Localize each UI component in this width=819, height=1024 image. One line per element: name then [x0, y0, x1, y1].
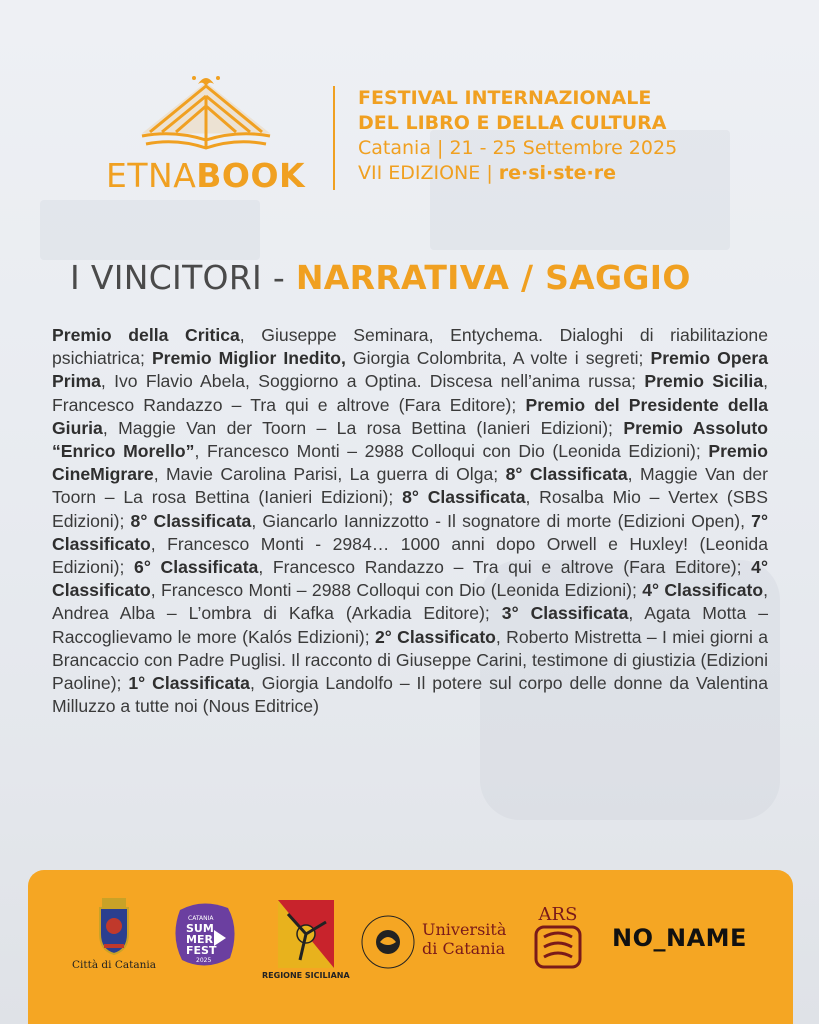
- page-title-category: NARRATIVA / SAGGIO: [295, 258, 691, 297]
- summerfest-line1: CATANIA: [188, 915, 214, 922]
- sponsor-ars: [534, 904, 582, 969]
- festival-edition: [358, 161, 677, 186]
- sponsor-unict: [360, 914, 510, 974]
- award-winner: , Andrea Alba – L’ombra di Kafka (Arkadia Editore);: [52, 580, 769, 624]
- award-winner: , Giorgia Landolfo – Il potere sul corpo delle donne da Valentina Milluzzo a tutte noi (Nous Editrice): [52, 673, 768, 717]
- ars-label: ARS: [538, 904, 578, 925]
- award-winner: Giorgia Colombrita, A volte i segreti;: [345, 348, 651, 369]
- award-name: 7° Classificato: [52, 510, 768, 554]
- award-winner: , Maggie Van der Toorn – La rosa Bettina (Ianieri Edizioni);: [52, 464, 768, 508]
- sponsor-label-catania: Città di Catania: [72, 959, 156, 971]
- award-winner: , Mavie Carolina Parisi, La guerra di Olga;: [153, 464, 506, 485]
- award-winner: , Francesco Monti – 2988 Colloqui con Dio (Leonida Edizioni);: [150, 580, 643, 601]
- award-name: Premio CineMigrare: [52, 441, 768, 485]
- award-name: Premio Sicilia: [644, 371, 764, 392]
- festival-title-line1: FESTIVAL INTERNAZIONALE: [358, 87, 652, 109]
- award-winner: , Agata Motta – Raccoglievamo le more (Kalós Edizioni);: [52, 603, 768, 647]
- award-name: 4° Classificato: [52, 557, 768, 601]
- award-name: 1° Classificata: [128, 673, 250, 694]
- catania-coat-of-arms-icon: [94, 896, 134, 956]
- award-name: 8° Classificata: [505, 464, 628, 485]
- summerfest-line3: MER: [186, 933, 213, 946]
- summerfest-line5: 2025: [196, 957, 212, 964]
- sponsor-footer: [28, 870, 793, 1024]
- header: [0, 0, 819, 220]
- logo-wordmark: [106, 156, 305, 195]
- volcano-book-icon: [136, 74, 276, 154]
- award-winner: , Giuseppe Seminara, Entychema. Dialoghi di riabilitazione psichiatrica;: [52, 325, 768, 369]
- unict-seal-icon: [360, 914, 416, 970]
- award-winner: , Francesco Monti – 2988 Colloqui con Dio (Leonida Edizioni);: [194, 441, 709, 462]
- edition-motto: re·si·ste·re: [498, 162, 617, 184]
- summerfest-line2: SUM: [186, 922, 214, 935]
- award-winner: , Francesco Randazzo – Tra qui e altrove (Fara Editore);: [258, 557, 752, 578]
- award-winner: , Ivo Flavio Abela, Soggiorno a Optina. Discesa nell’anima russa;: [100, 371, 645, 392]
- award-winner: , Rosalba Mio – Vertex (SBS Edizioni);: [52, 487, 768, 531]
- festival-date: Catania | 21 - 25 Settembre 2025: [358, 137, 678, 159]
- award-name: Premio Miglior Inedito,: [151, 348, 346, 369]
- award-name: Premio del Presidente della Giuria: [52, 394, 768, 438]
- logo-wordmark-bold: BOOK: [196, 156, 306, 195]
- trinacria-icon: [276, 898, 336, 968]
- sponsor-summerfest: [172, 900, 238, 970]
- award-winner: , Francesco Randazzo – Tra qui e altrove (Fara Editore);: [52, 371, 768, 415]
- ars-emblem-icon: [534, 925, 582, 969]
- award-name: Premio Opera Prima: [52, 348, 768, 392]
- award-winner: , Francesco Monti - 2984… 1000 anni dopo Orwell e Huxley! (Leonida Edizioni);: [52, 533, 768, 578]
- header-divider: [333, 86, 335, 190]
- page-title: [70, 258, 691, 297]
- page-title-prefix: I VINCITORI -: [70, 258, 296, 297]
- winners-paragraph: [52, 324, 768, 718]
- sponsor-citta-catania: [72, 896, 156, 971]
- unict-name: [422, 920, 506, 958]
- award-winner: , Giancarlo Iannizzotto - Il sognatore di morte (Edizioni Open),: [251, 510, 752, 531]
- award-name: 3° Classificata: [501, 603, 629, 624]
- logo-wordmark-light: ETNA: [106, 156, 197, 195]
- award-winner: , Roberto Mistretta – I miei giorni a Brancaccio con Padre Puglisi. Il racconto di Giuseppe Carini, testimone di giustizia (Edizioni Paoline);: [52, 626, 768, 694]
- award-name: 4° Classificato: [642, 580, 764, 601]
- award-name: 8° Classificata: [402, 487, 526, 508]
- award-name: Premio Assoluto “Enrico Morello”: [52, 417, 768, 462]
- sponsor-noname: NO_NAME: [612, 924, 747, 952]
- summerfest-line4: FEST: [186, 944, 217, 957]
- sponsor-regione-siciliana: [262, 898, 350, 980]
- award-name: 8° Classificata: [130, 510, 252, 531]
- award-name: Premio della Critica: [52, 325, 240, 345]
- edition-label: VII EDIZIONE |: [358, 162, 499, 184]
- etnabook-logo: [96, 74, 316, 198]
- festival-title-line2: DEL LIBRO E DELLA CULTURA: [358, 112, 667, 134]
- award-name: 2° Classificato: [375, 626, 496, 647]
- award-name: 6° Classificata: [134, 557, 259, 578]
- award-winner: , Maggie Van der Toorn – La rosa Bettina (Ianieri Edizioni);: [102, 417, 624, 438]
- sponsor-label-regione: REGIONE SICILIANA: [262, 971, 350, 980]
- unict-name-line1: Università: [422, 920, 507, 939]
- unict-name-line2: di Catania: [422, 939, 506, 958]
- festival-info: [358, 86, 677, 186]
- summerfest-logo-icon: [172, 900, 238, 970]
